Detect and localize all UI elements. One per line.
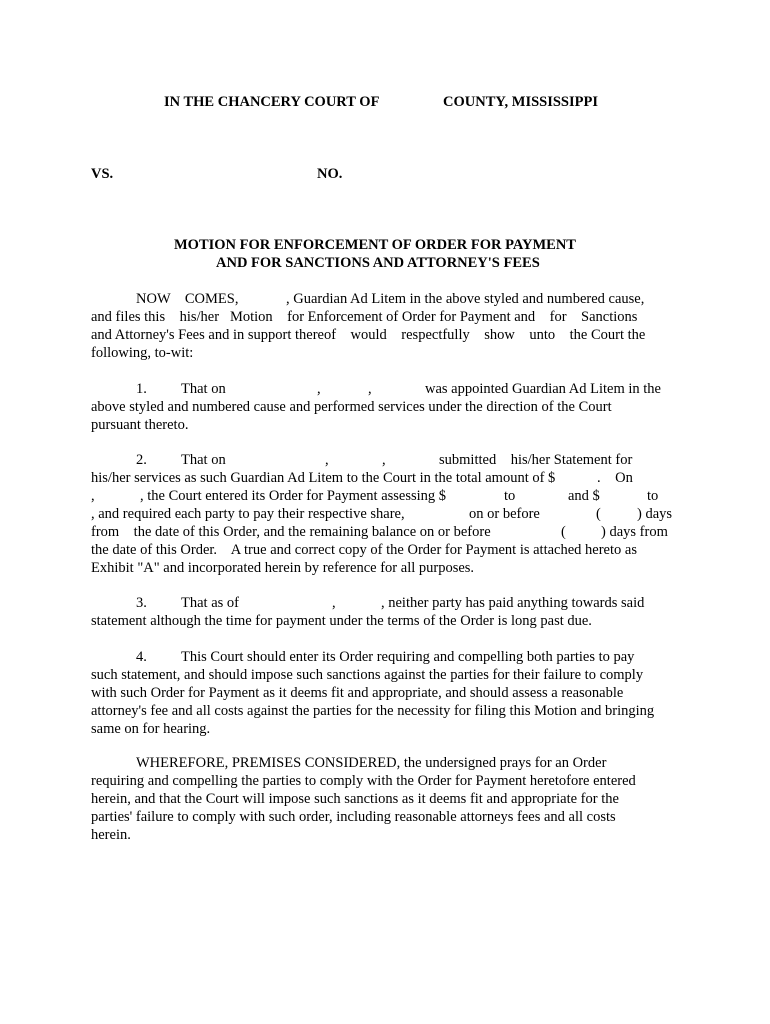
wherefore-line-4: parties' failure to comply with such order, including reasonable attorneys fees and all costs [91,809,616,825]
vs-label: VS. [91,166,114,182]
p1-number: 1. [136,381,147,397]
p2-line-3e: to [647,488,659,504]
p3-comma: , [332,595,336,611]
court-county-right: COUNTY, MISSISSIPPI [443,94,598,110]
p4-line-3: with such Order for Payment as it deems fit and appropriate, and should assess a reasonable [91,685,624,701]
p4-line-5: same on for hearing. [91,721,211,737]
wherefore-line-3: herein, and that the Court will impose such sanctions as it deems fit and appropriate for the [91,791,619,807]
intro-line-2: and files this his/her Motion for Enforcement of Order for Payment and for Sanctions [91,309,638,325]
p1-comma-2: , [368,381,372,397]
wherefore-line-5: herein. [91,827,131,843]
p4-line-1: This Court should enter its Order requiring and compelling both parties to pay [181,649,635,665]
p2-number: 2. [136,452,147,468]
p1-comma-1: , [317,381,321,397]
p1-line-1b: was appointed Guardian Ad Litem in the [425,381,661,397]
p3-number: 3. [136,595,147,611]
intro-line-1a: NOW COMES, [136,291,239,307]
p2-line-2a: his/her services as such Guardian Ad Litem to the Court in the total amount of $ [91,470,556,486]
p2-line-1b: submitted his/her Statement for [439,452,633,468]
p1-line-1a: That on [181,381,226,397]
wherefore-line-1: WHEREFORE, PREMISES CONSIDERED, the undersigned prays for an Order [136,755,607,771]
motion-title-line-2: AND FOR SANCTIONS AND ATTORNEY'S FEES [216,255,540,271]
p2-line-3c: to [504,488,516,504]
p2-line-4c: ( [596,506,601,522]
p2-line-3b: , the Court entered its Order for Payment assessing $ [140,488,447,504]
p2-line-5c: ) days from [601,524,668,540]
p3-line-1a: That as of [181,595,239,611]
p2-line-3a: , [91,488,95,504]
court-name-left: IN THE CHANCERY COURT OF [164,94,380,110]
wherefore-line-2: requiring and compelling the parties to comply with the Order for Payment heretofore entered [91,773,636,789]
p2-comma-1: , [325,452,329,468]
p2-line-4a: , and required each party to pay their respective share, [91,506,405,522]
p1-line-3: pursuant thereto. [91,417,189,433]
p4-number: 4. [136,649,147,665]
p1-line-2: above styled and numbered cause and performed services under the direction of the Court [91,399,612,415]
p3-line-2: statement although the time for payment under the terms of the Order is long past due. [91,613,592,629]
p2-line-4d: ) days [637,506,673,522]
p3-line-1b: , neither party has paid anything towards said [381,595,645,611]
intro-line-4: following, to-wit: [91,345,194,361]
case-number-label: NO. [317,166,343,182]
intro-line-3: and Attorney's Fees and in support thereof would respectfully show unto the Court the [91,327,646,343]
p2-line-2b: . On [597,470,633,486]
p4-line-4: attorney's fee and all costs against the parties for the necessity for filing this Motion and bringing [91,703,655,719]
p2-line-4b: on or before [469,506,540,522]
p2-line-7: Exhibit "A" and incorporated herein by reference for all purposes. [91,560,475,576]
intro-line-1b: , Guardian Ad Litem in the above styled and numbered cause, [286,291,645,307]
p2-comma-2: , [382,452,386,468]
p2-line-5a: from the date of this Order, and the remaining balance on or before [91,524,491,540]
p2-line-1a: That on [181,452,226,468]
p2-line-3d: and $ [568,488,600,504]
p2-line-6: the date of this Order. A true and correct copy of the Order for Payment is attached hereto as [91,542,637,558]
motion-title-line-1: MOTION FOR ENFORCEMENT OF ORDER FOR PAYMENT [174,237,576,253]
p4-line-2: such statement, and should impose such sanctions against the parties for their failure to comply [91,667,644,683]
p2-line-5b: ( [561,524,566,540]
